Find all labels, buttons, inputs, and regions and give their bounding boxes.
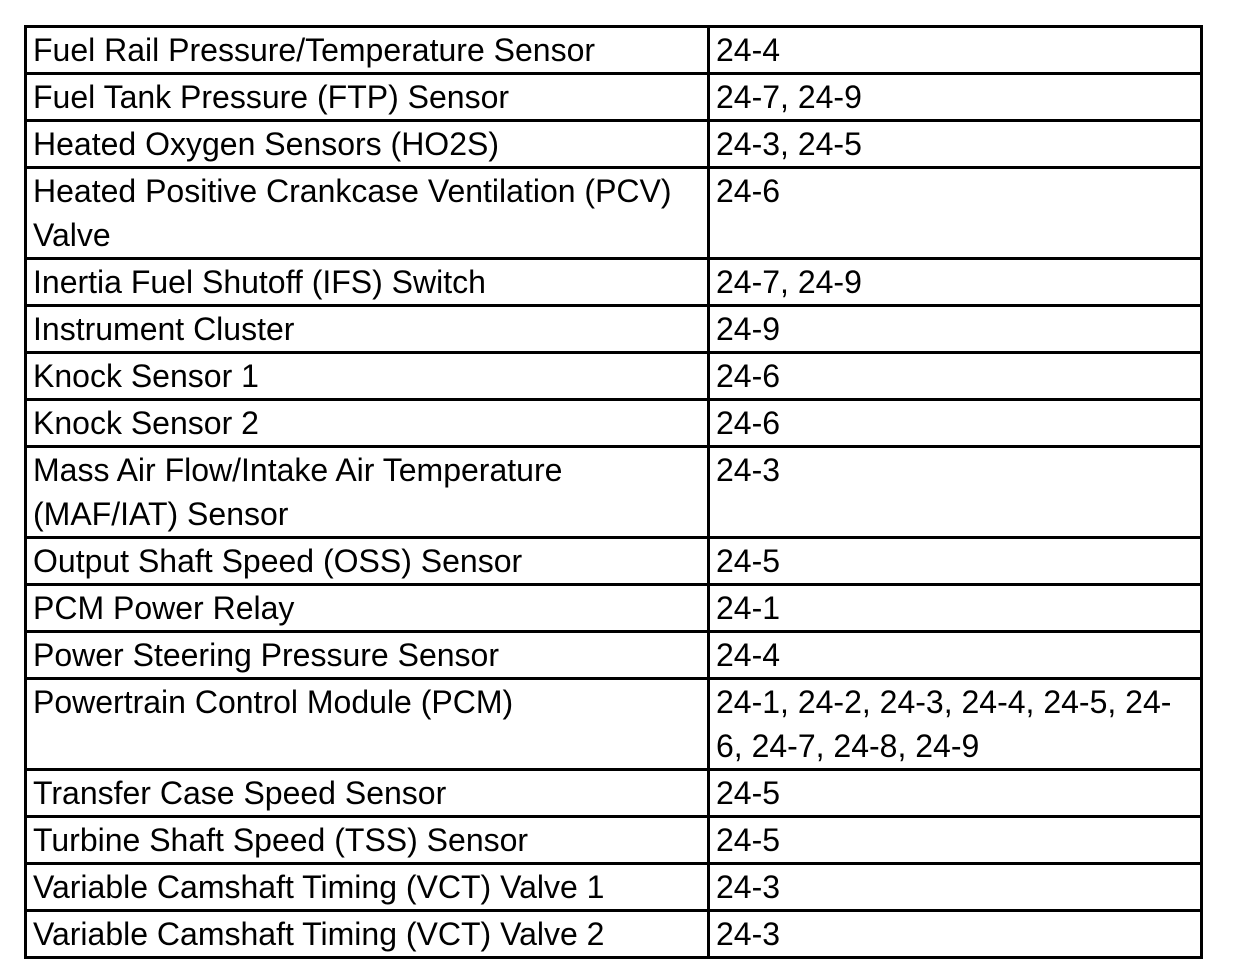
reference-cell: 24-1	[709, 585, 1202, 632]
table-row	[26, 632, 1202, 679]
table-row	[26, 585, 1202, 632]
table-row	[26, 400, 1202, 447]
reference-cell: 24-3	[709, 447, 1202, 538]
table-row	[26, 353, 1202, 400]
reference-cell: 24-9	[709, 306, 1202, 353]
table-row	[26, 864, 1202, 911]
reference-cell: 24-6	[709, 168, 1202, 259]
reference-cell: 24-6	[709, 400, 1202, 447]
reference-cell: 24-4	[709, 632, 1202, 679]
component-cell: PCM Power Relay	[26, 585, 709, 632]
component-cell: Fuel Tank Pressure (FTP) Sensor	[26, 74, 709, 121]
reference-cell: 24-5	[709, 538, 1202, 585]
reference-cell: 24-5	[709, 770, 1202, 817]
reference-cell: 24-5	[709, 817, 1202, 864]
table-row	[26, 27, 1202, 74]
reference-cell: 24-3, 24-5	[709, 121, 1202, 168]
table-row	[26, 770, 1202, 817]
table-row	[26, 538, 1202, 585]
table-row	[26, 74, 1202, 121]
reference-cell: 24-1, 24-2, 24-3, 24-4, 24-5, 24-6, 24-7, 24-8, 24-9	[709, 679, 1202, 770]
component-cell: Variable Camshaft Timing (VCT) Valve 1	[26, 864, 709, 911]
table-row	[26, 168, 1202, 259]
reference-cell: 24-3	[709, 864, 1202, 911]
component-cell: Output Shaft Speed (OSS) Sensor	[26, 538, 709, 585]
table-row	[26, 447, 1202, 538]
reference-cell: 24-7, 24-9	[709, 74, 1202, 121]
table-row	[26, 259, 1202, 306]
component-cell: Mass Air Flow/Intake Air Temperature (MAF/IAT) Sensor	[26, 447, 709, 538]
component-reference-table	[24, 25, 1203, 959]
reference-cell: 24-6	[709, 353, 1202, 400]
component-cell: Knock Sensor 2	[26, 400, 709, 447]
component-cell: Transfer Case Speed Sensor	[26, 770, 709, 817]
table-row	[26, 679, 1202, 770]
component-cell: Power Steering Pressure Sensor	[26, 632, 709, 679]
component-cell: Heated Oxygen Sensors (HO2S)	[26, 121, 709, 168]
reference-cell: 24-4	[709, 27, 1202, 74]
component-cell: Instrument Cluster	[26, 306, 709, 353]
component-cell: Variable Camshaft Timing (VCT) Valve 2	[26, 911, 709, 958]
component-cell: Inertia Fuel Shutoff (IFS) Switch	[26, 259, 709, 306]
table-row	[26, 911, 1202, 958]
component-cell: Knock Sensor 1	[26, 353, 709, 400]
table-row	[26, 306, 1202, 353]
table-row	[26, 121, 1202, 168]
reference-cell: 24-3	[709, 911, 1202, 958]
table-row	[26, 817, 1202, 864]
component-cell: Fuel Rail Pressure/Temperature Sensor	[26, 27, 709, 74]
component-cell: Powertrain Control Module (PCM)	[26, 679, 709, 770]
component-cell: Turbine Shaft Speed (TSS) Sensor	[26, 817, 709, 864]
component-cell: Heated Positive Crankcase Ventilation (PCV) Valve	[26, 168, 709, 259]
reference-cell: 24-7, 24-9	[709, 259, 1202, 306]
